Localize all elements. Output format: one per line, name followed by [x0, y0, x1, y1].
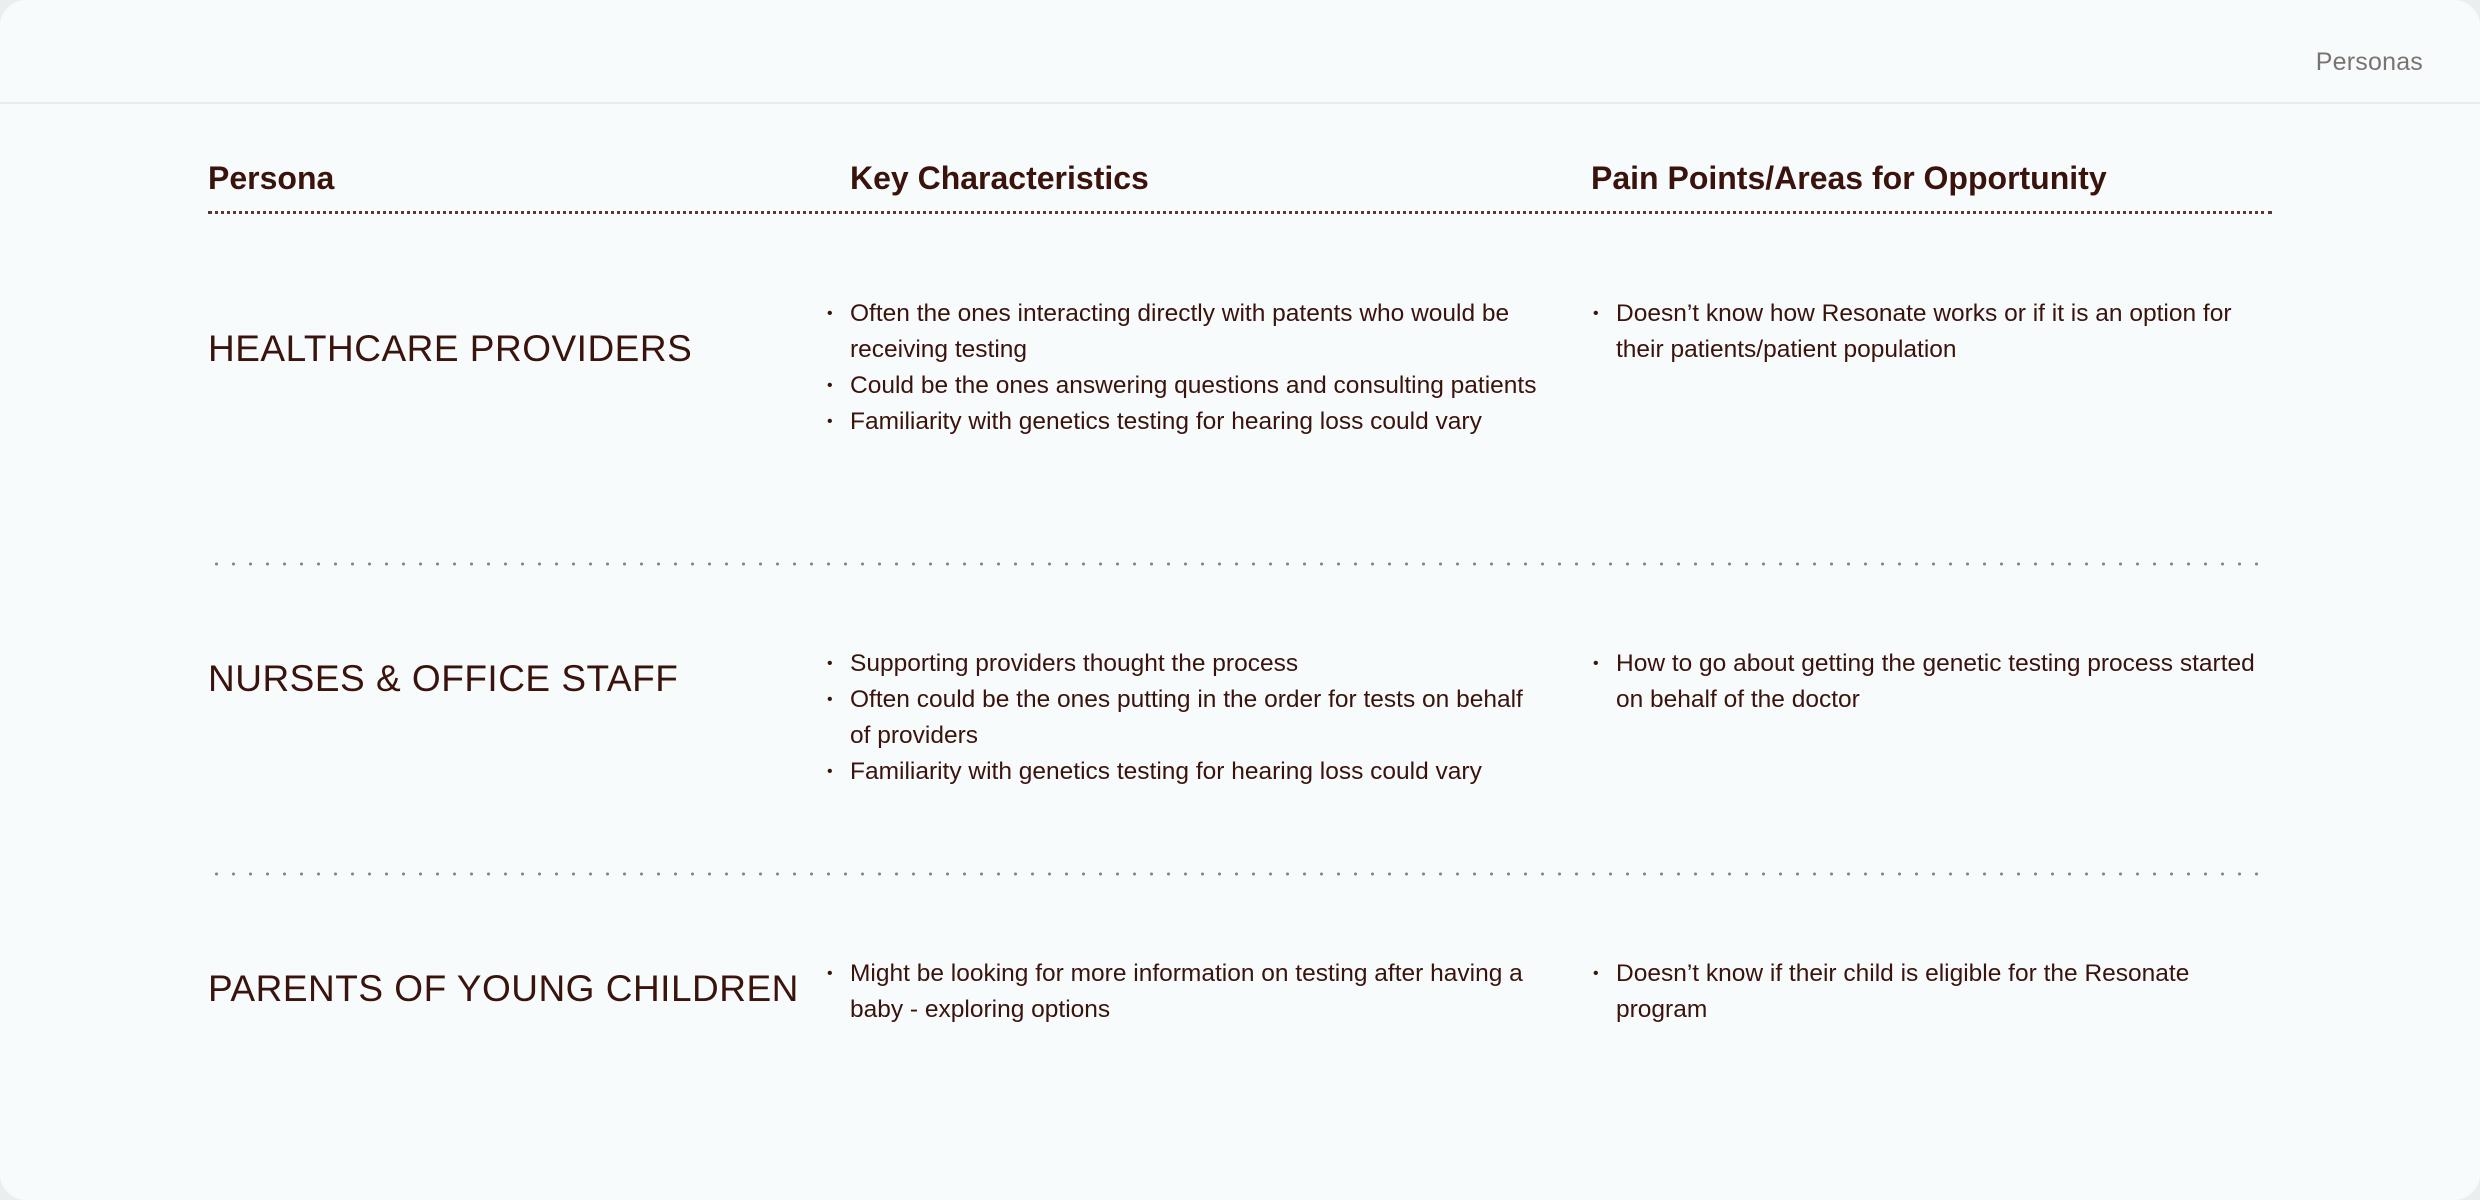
persona-table: [208, 0, 2272, 1200]
header-divider: [208, 211, 2272, 214]
column-header-persona: Persona: [208, 160, 335, 196]
list-item: • Often could be the ones putting in the order for tests on behalf of providers: [850, 682, 1540, 754]
key-characteristics-list: [850, 956, 1540, 1028]
list-item: • Doesn’t know how Resonate works or if it is an option for their patients/patient population: [1616, 296, 2272, 368]
list-item: • Familiarity with genetics testing for hearing loss could vary: [850, 754, 1540, 790]
persona-name-nurses-office-staff: NURSES & OFFICE STAFF: [208, 658, 679, 699]
list-item: • How to go about getting the genetic testing process started on behalf of the doctor: [1616, 646, 2272, 718]
row-divider: [208, 872, 2272, 876]
list-item: • Could be the ones answering questions and consulting patients: [850, 368, 1540, 404]
list-item: • Doesn’t know if their child is eligible for the Resonate program: [1616, 956, 2272, 1028]
pain-points-list: [1616, 956, 2272, 1028]
list-item: • Often the ones interacting directly with patents who would be receiving testing: [850, 296, 1540, 368]
section-label: Personas: [2315, 48, 2423, 76]
pain-points-list: [1616, 646, 2272, 718]
persona-name-parents-of-young-children: PARENTS OF YOUNG CHILDREN: [208, 968, 799, 1009]
list-item: • Familiarity with genetics testing for hearing loss could vary: [850, 404, 1540, 440]
column-header-key-characteristics: Key Characteristics: [850, 160, 1149, 196]
persona-name-healthcare-providers: HEALTHCARE PROVIDERS: [208, 328, 693, 369]
list-item: • Supporting providers thought the process: [850, 646, 1540, 682]
row-divider: [208, 562, 2272, 566]
pain-points-list: [1616, 296, 2272, 368]
column-header-pain-points: Pain Points/Areas for Opportunity: [1591, 160, 2107, 196]
key-characteristics-list: [850, 646, 1540, 790]
list-item: • Might be looking for more information on testing after having a baby - exploring options: [850, 956, 1540, 1028]
key-characteristics-list: [850, 296, 1540, 440]
